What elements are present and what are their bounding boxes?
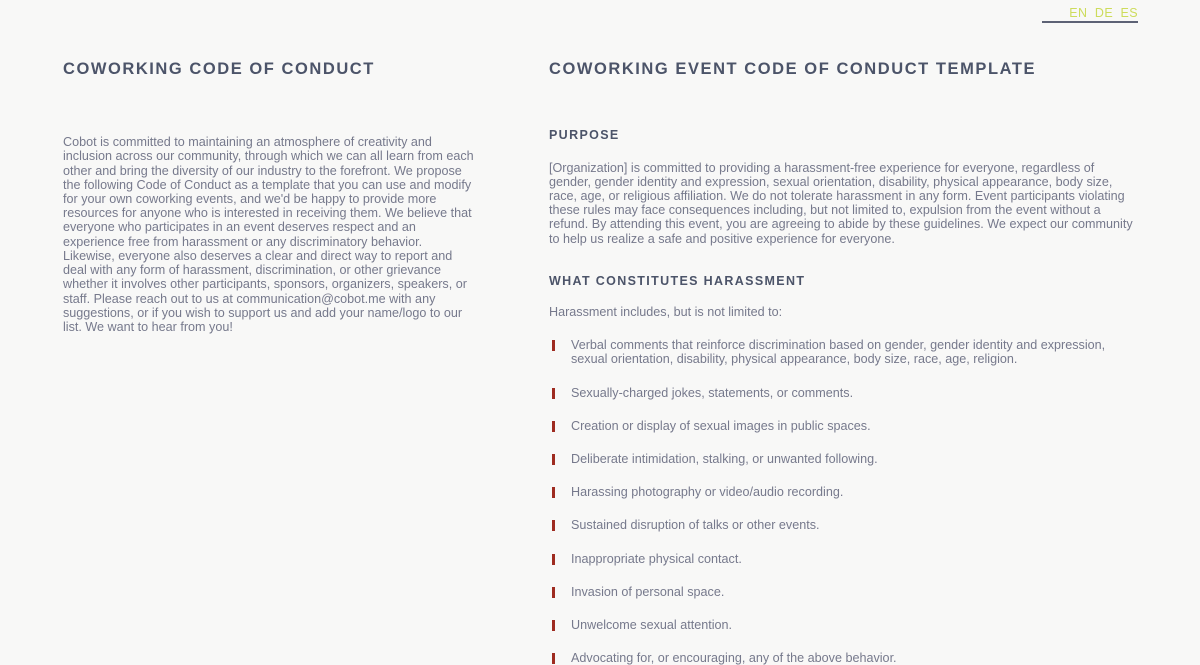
language-link-es[interactable]: ES <box>1120 6 1138 20</box>
list-item-label: Creation or display of sexual images in public spaces. <box>571 418 871 433</box>
language-switcher-divider <box>1042 21 1138 23</box>
bullet-marker-icon <box>552 554 555 565</box>
bullet-marker-icon <box>552 454 555 465</box>
bullet-marker-icon <box>552 620 555 631</box>
harassment-section <box>549 273 1134 665</box>
list-item-label: Advocating for, or encouraging, any of the above behavior. <box>571 651 897 665</box>
section-heading-purpose: PURPOSE <box>549 128 620 143</box>
language-switcher <box>1066 4 1138 22</box>
list-item-label: Inappropriate physical contact. <box>571 551 742 566</box>
page-title-coworking-code-of-conduct: COWORKING CODE OF CONDUCT <box>63 60 375 78</box>
page-title-event-code-of-conduct-template: COWORKING EVENT CODE OF CONDUCT TEMPLATE <box>549 60 1037 78</box>
list-item-label: Harassing photography or video/audio recording. <box>571 485 844 500</box>
list-item-label: Sexually-charged jokes, statements, or comments. <box>571 385 854 400</box>
list-item <box>549 485 1134 499</box>
language-switcher-bar <box>0 0 1200 30</box>
language-link-en[interactable]: EN <box>1069 6 1088 20</box>
list-item <box>549 386 1134 400</box>
list-item <box>549 585 1134 599</box>
list-item <box>549 651 1134 665</box>
bullet-marker-icon <box>552 340 555 351</box>
bullet-marker-icon <box>552 487 555 498</box>
intro-paragraph: Cobot is committed to maintaining an atmosphere of creativity and inclusion across our community, through which we can all learn from each other and bring the diversity of our industry to the forefront. We propose the following Code of Conduct as a template that you can use and modify for your own coworking events, and we'd be happy to provide more resources for anyone who is interested in receiving them. We believe that everyone who participates in an event deserves respect and an experience free from harassment or any discriminatory behavior. Likewise, everyone also deserves a clear and direct way to report and deal with any form of harassment, discrimination, or other grievance whether it involves other participants, sponsors, organizers, speakers, or staff. Please reach out to us at communication@cobot.me with any suggestions, or if you wish to support us and add your name/logo to our list. We want to hear from you! <box>63 135 474 334</box>
list-item <box>549 618 1134 632</box>
list-item-label: Unwelcome sexual attention. <box>571 618 733 633</box>
list-item <box>549 452 1134 466</box>
bullet-marker-icon <box>552 653 555 664</box>
list-item <box>549 419 1134 433</box>
harassment-list <box>549 338 1134 665</box>
list-item-label: Deliberate intimidation, stalking, or unwanted following. <box>571 452 878 466</box>
right-column <box>549 58 1134 665</box>
list-item <box>549 552 1134 566</box>
purpose-paragraph: [Organization] is committed to providing a harassment-free experience for everyone, regardless of gender, gender identity and expression, sexual orientation, disability, physical appearance, body size, race, age, or religious affiliation. We do not tolerate harassment in any form. Event participants violating these rules may face consequences including, but not limited to, expulsion from the event without a refund. By attending this event, you are agreeing to abide by these guidelines. We expect our community to help us realize a safe and positive experience for everyone. <box>549 160 1133 246</box>
bullet-marker-icon <box>552 520 555 531</box>
list-item <box>549 518 1134 532</box>
bullet-marker-icon <box>552 587 555 598</box>
list-item-label: Sustained disruption of talks or other events. <box>571 518 820 533</box>
bullet-marker-icon <box>552 388 555 399</box>
harassment-intro-paragraph: Harassment includes, but is not limited to: <box>549 304 783 319</box>
language-link-de[interactable]: DE <box>1094 6 1114 20</box>
list-item-label: Invasion of personal space. <box>571 584 725 599</box>
section-heading-what-constitutes-harassment: WHAT CONSTITUTES HARASSMENT <box>549 273 806 288</box>
list-item-label: Verbal comments that reinforce discrimination based on gender, gender identity and expression, sexual orientation, disability, physical appearance, body size, race, age, religion. <box>571 338 1106 367</box>
left-column <box>63 58 475 334</box>
list-item <box>549 338 1134 366</box>
bullet-marker-icon <box>552 421 555 432</box>
purpose-section <box>549 127 1134 245</box>
